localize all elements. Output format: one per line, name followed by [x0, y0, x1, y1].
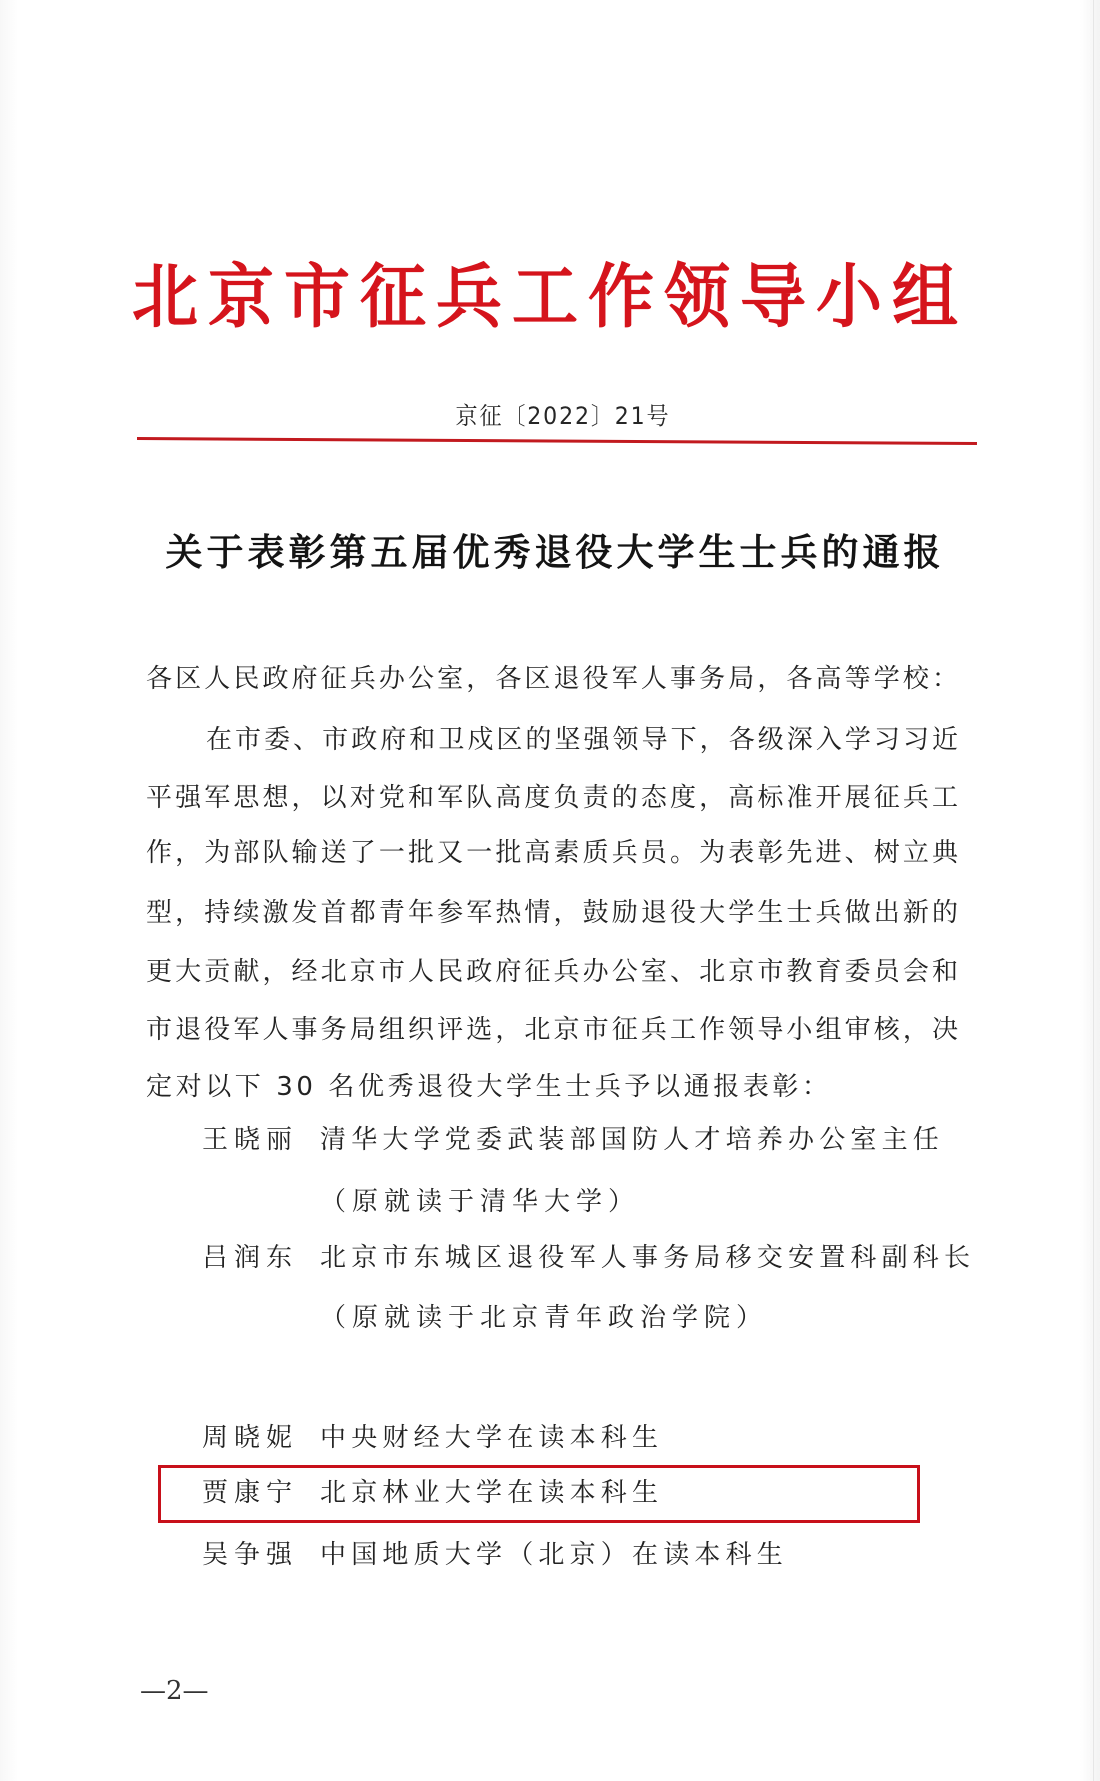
- body-line: 市退役军人事务局组织评选，北京市征兵工作领导小组审核，决: [146, 1015, 958, 1045]
- honoree-name: 周晓妮: [202, 1423, 299, 1453]
- document-title: 关于表彰第五届优秀退役大学生士兵的通报: [165, 530, 945, 574]
- honoree-row: [202, 1238, 975, 1278]
- honoree-row-highlighted: [202, 1473, 663, 1513]
- body-line: 在市委、市政府和卫戍区的坚强领导下，各级深入学习习近: [206, 725, 958, 755]
- honoree-note: （原就读于北京青年政治学院）: [320, 1303, 769, 1333]
- page-number: —2—: [140, 1676, 209, 1706]
- honoree-name: 王晓丽: [202, 1125, 299, 1155]
- issuer-heading: 北京市征兵工作领导小组: [132, 254, 968, 337]
- document-number: 京征〔2022〕21号: [455, 402, 671, 430]
- honoree-description: 北京林业大学在读本科生: [320, 1478, 664, 1508]
- page-edge: [1093, 0, 1094, 1781]
- body-line: 型，持续激发首都青年参军热情，鼓励退役大学生士兵做出新的: [146, 898, 958, 928]
- honoree-row: [202, 1418, 663, 1458]
- honoree-description: 清华大学党委武装部国防人才培养办公室主任: [320, 1125, 945, 1155]
- body-line: 更大贡献，经北京市人民政府征兵办公室、北京市教育委员会和: [146, 957, 958, 987]
- honoree-row: [202, 1535, 788, 1575]
- honoree-name: 吕润东: [202, 1243, 299, 1273]
- body-line: 定对以下 30 名优秀退役大学生士兵予以通报表彰：: [146, 1072, 832, 1102]
- body-line: 作，为部队输送了一批又一批高素质兵员。为表彰先进、树立典: [146, 838, 958, 868]
- honoree-name: 吴争强: [202, 1540, 299, 1570]
- honoree-description: 中央财经大学在读本科生: [320, 1423, 664, 1453]
- red-divider-rule: [137, 437, 977, 445]
- honoree-note: （原就读于清华大学）: [320, 1187, 641, 1217]
- salutation: 各区人民政府征兵办公室，各区退役军人事务局，各高等学校：: [146, 664, 958, 694]
- honoree-name: 贾康宁: [202, 1478, 299, 1508]
- honoree-description: 中国地质大学（北京）在读本科生: [320, 1540, 789, 1570]
- honoree-row: [202, 1120, 944, 1160]
- body-line: 平强军思想，以对党和军队高度负责的态度，高标准开展征兵工: [146, 783, 958, 813]
- honoree-description: 北京市东城区退役军人事务局移交安置科副科长: [320, 1243, 976, 1273]
